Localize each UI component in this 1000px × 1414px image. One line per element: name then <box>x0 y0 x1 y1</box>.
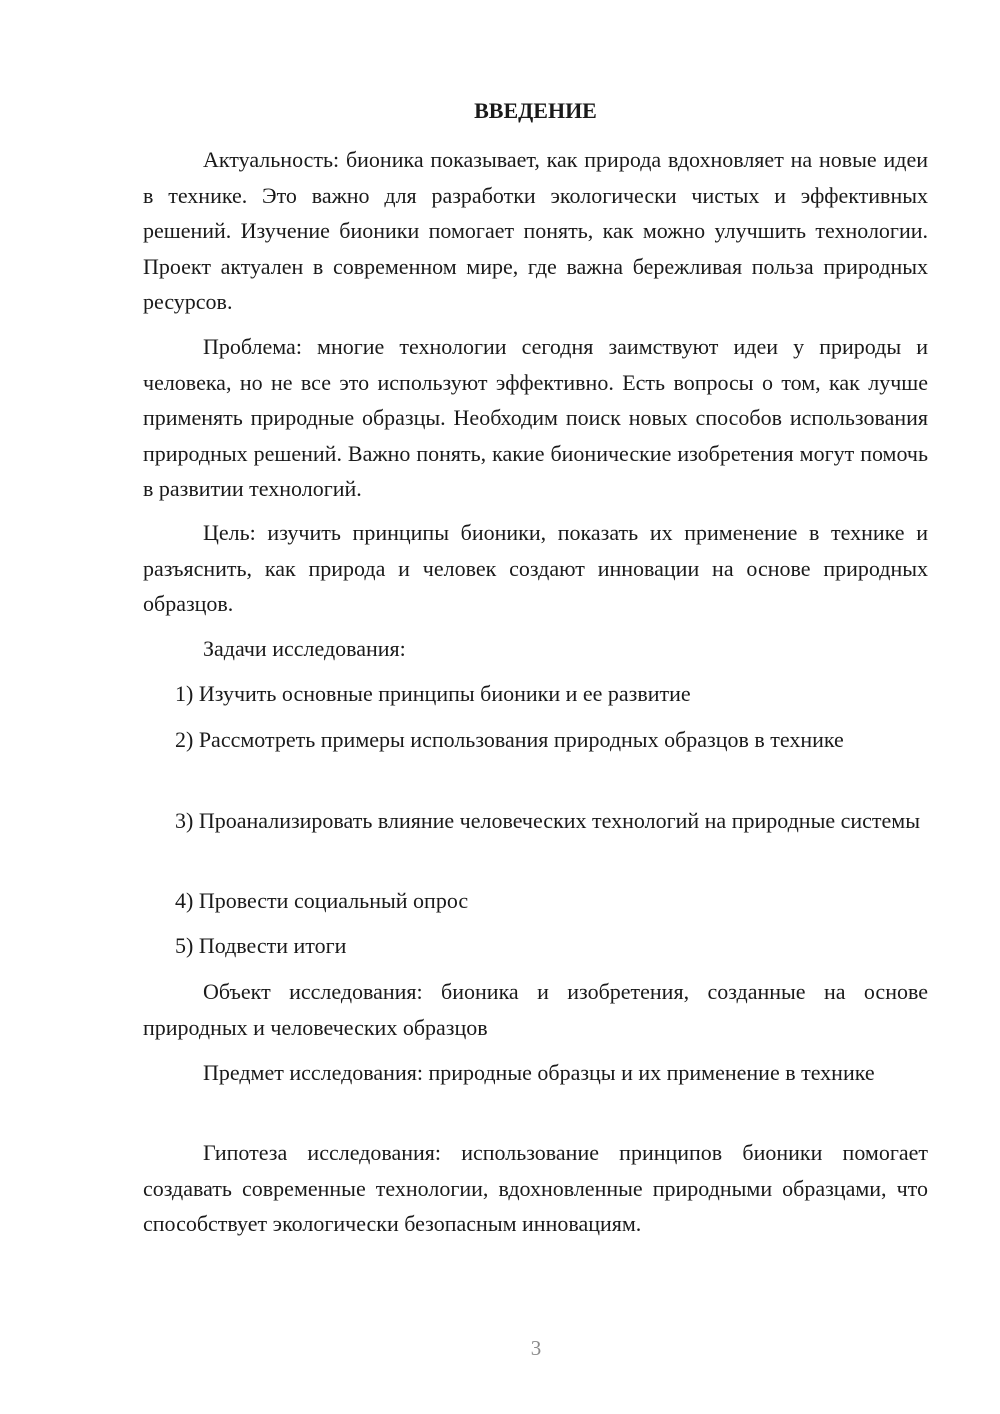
paragraph-problem: Проблема: многие технологии сегодня заимствуют идеи у природы и человека, но не все это используют эффективно. Есть вопросы о том, как лучше применять природные образцы. Необходим поиск новых способов использования природных решений. Важно понять, какие бионические изобретения могут помочь в развитии технологий. <box>143 334 928 501</box>
paragraph-relevance: Актуальность: бионика показывает, как природа вдохновляет на новые идеи в технике. Это важно для разработки экологически чистых и эффективных решений. Изучение бионики помогает понять, как можно улучшить технологии. Проект актуален в современном мире, где важна бережливая польза природных ресурсов. <box>143 147 928 314</box>
page-number: 3 <box>530 1336 542 1360</box>
paragraph-hypothesis: Гипотеза исследования: использование принципов бионики помогает создавать современные технологии, вдохновленные природными образцами, что способствует экологически безопасным инновациям. <box>143 1140 928 1236</box>
paragraph-object: Объект исследования: бионика и изобретения, созданные на основе природных и человеческих образцов <box>143 979 928 1040</box>
paragraph-goal: Цель: изучить принципы бионики, показать их применение в технике и разъяснить, как природа и человек создают инновации на основе природных образцов. <box>143 520 928 616</box>
task-item-5: 5) Подвести итоги <box>175 933 347 958</box>
task-item-3: 3) Проанализировать влияние человеческих технологий на природные системы <box>175 808 921 833</box>
task-item-2: 2) Рассмотреть примеры использования природных образцов в технике <box>175 727 844 752</box>
paragraph-tasks-heading: Задачи исследования: <box>203 636 406 661</box>
task-item-4: 4) Провести социальный опрос <box>175 888 469 913</box>
paragraph-subject: Предмет исследования: природные образцы и их применение в технике <box>203 1060 875 1085</box>
section-title: ВВЕДЕНИЕ <box>474 98 597 123</box>
task-item-1: 1) Изучить основные принципы бионики и ее развитие <box>175 681 691 706</box>
